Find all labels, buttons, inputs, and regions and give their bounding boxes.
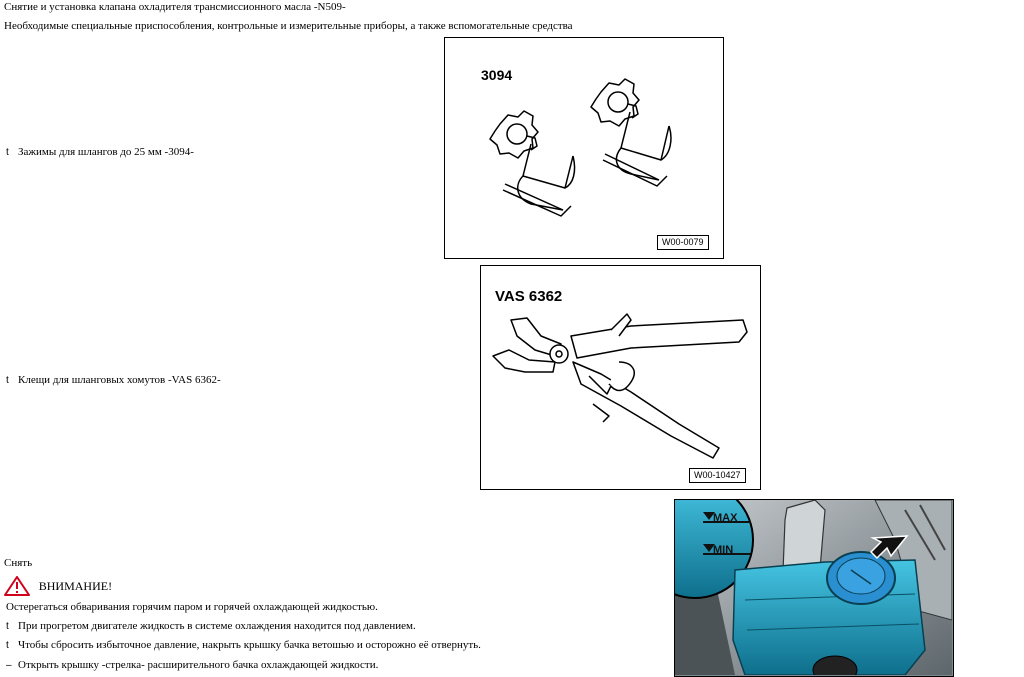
page-subtitle: Необходимые специальные приспособления, контрольные и измерительные приборы, а также вспомогательные средства [4,20,573,32]
figure-label: 3094 [481,67,513,83]
coolant-reservoir-illustration [675,500,952,675]
section-heading: Снять [4,557,33,569]
tool-item-hose-clamps [6,145,194,160]
figure-hose-clamps [444,37,724,259]
note-item [6,619,416,634]
step-item [6,658,378,673]
bullet-marker: – [6,660,12,671]
hose-clamps-illustration [445,38,722,257]
bullet-marker: t [6,375,9,386]
step-text: Открыть крышку -стрелка- расширительного бачка охлаждающей жидкости. [18,659,379,671]
bullet-marker: t [6,147,9,158]
warning-block [4,576,112,596]
figure-label: VAS 6362 [495,288,563,305]
figure-code: W00-10427 [689,468,746,483]
warning-triangle-icon [4,576,30,596]
bullet-marker: t [6,621,9,632]
max-mark-label: MAX [713,512,738,524]
clamp-pliers-illustration [481,266,759,488]
tool-item-label: Зажимы для шлангов до 25 мм -3094- [18,146,194,158]
note-text: Чтобы сбросить избыточное давление, накрыть крышку бачка ветошью и осторожно её отвернуть. [18,639,481,651]
figure-clamp-pliers [480,265,761,490]
coolant-reservoir-photo [674,499,954,677]
tool-item-label: Клещи для шланговых хомутов -VAS 6362- [18,374,221,386]
note-text: При прогретом двигателе жидкость в системе охлаждения находится под давлением. [18,620,416,632]
tool-item-clamp-pliers [6,373,221,388]
bullet-marker: t [6,640,9,651]
min-mark-label: MIN [713,544,734,556]
warning-label: ВНИМАНИЕ! [38,579,113,593]
figure-code: W00-0079 [657,235,709,250]
note-item [6,638,481,653]
warning-text: Остерегаться обваривания горячим паром и горячей охлаждающей жидкостью. [6,601,378,613]
page-title: Снятие и установка клапана охладителя трансмиссионного масла -N509- [4,1,346,13]
